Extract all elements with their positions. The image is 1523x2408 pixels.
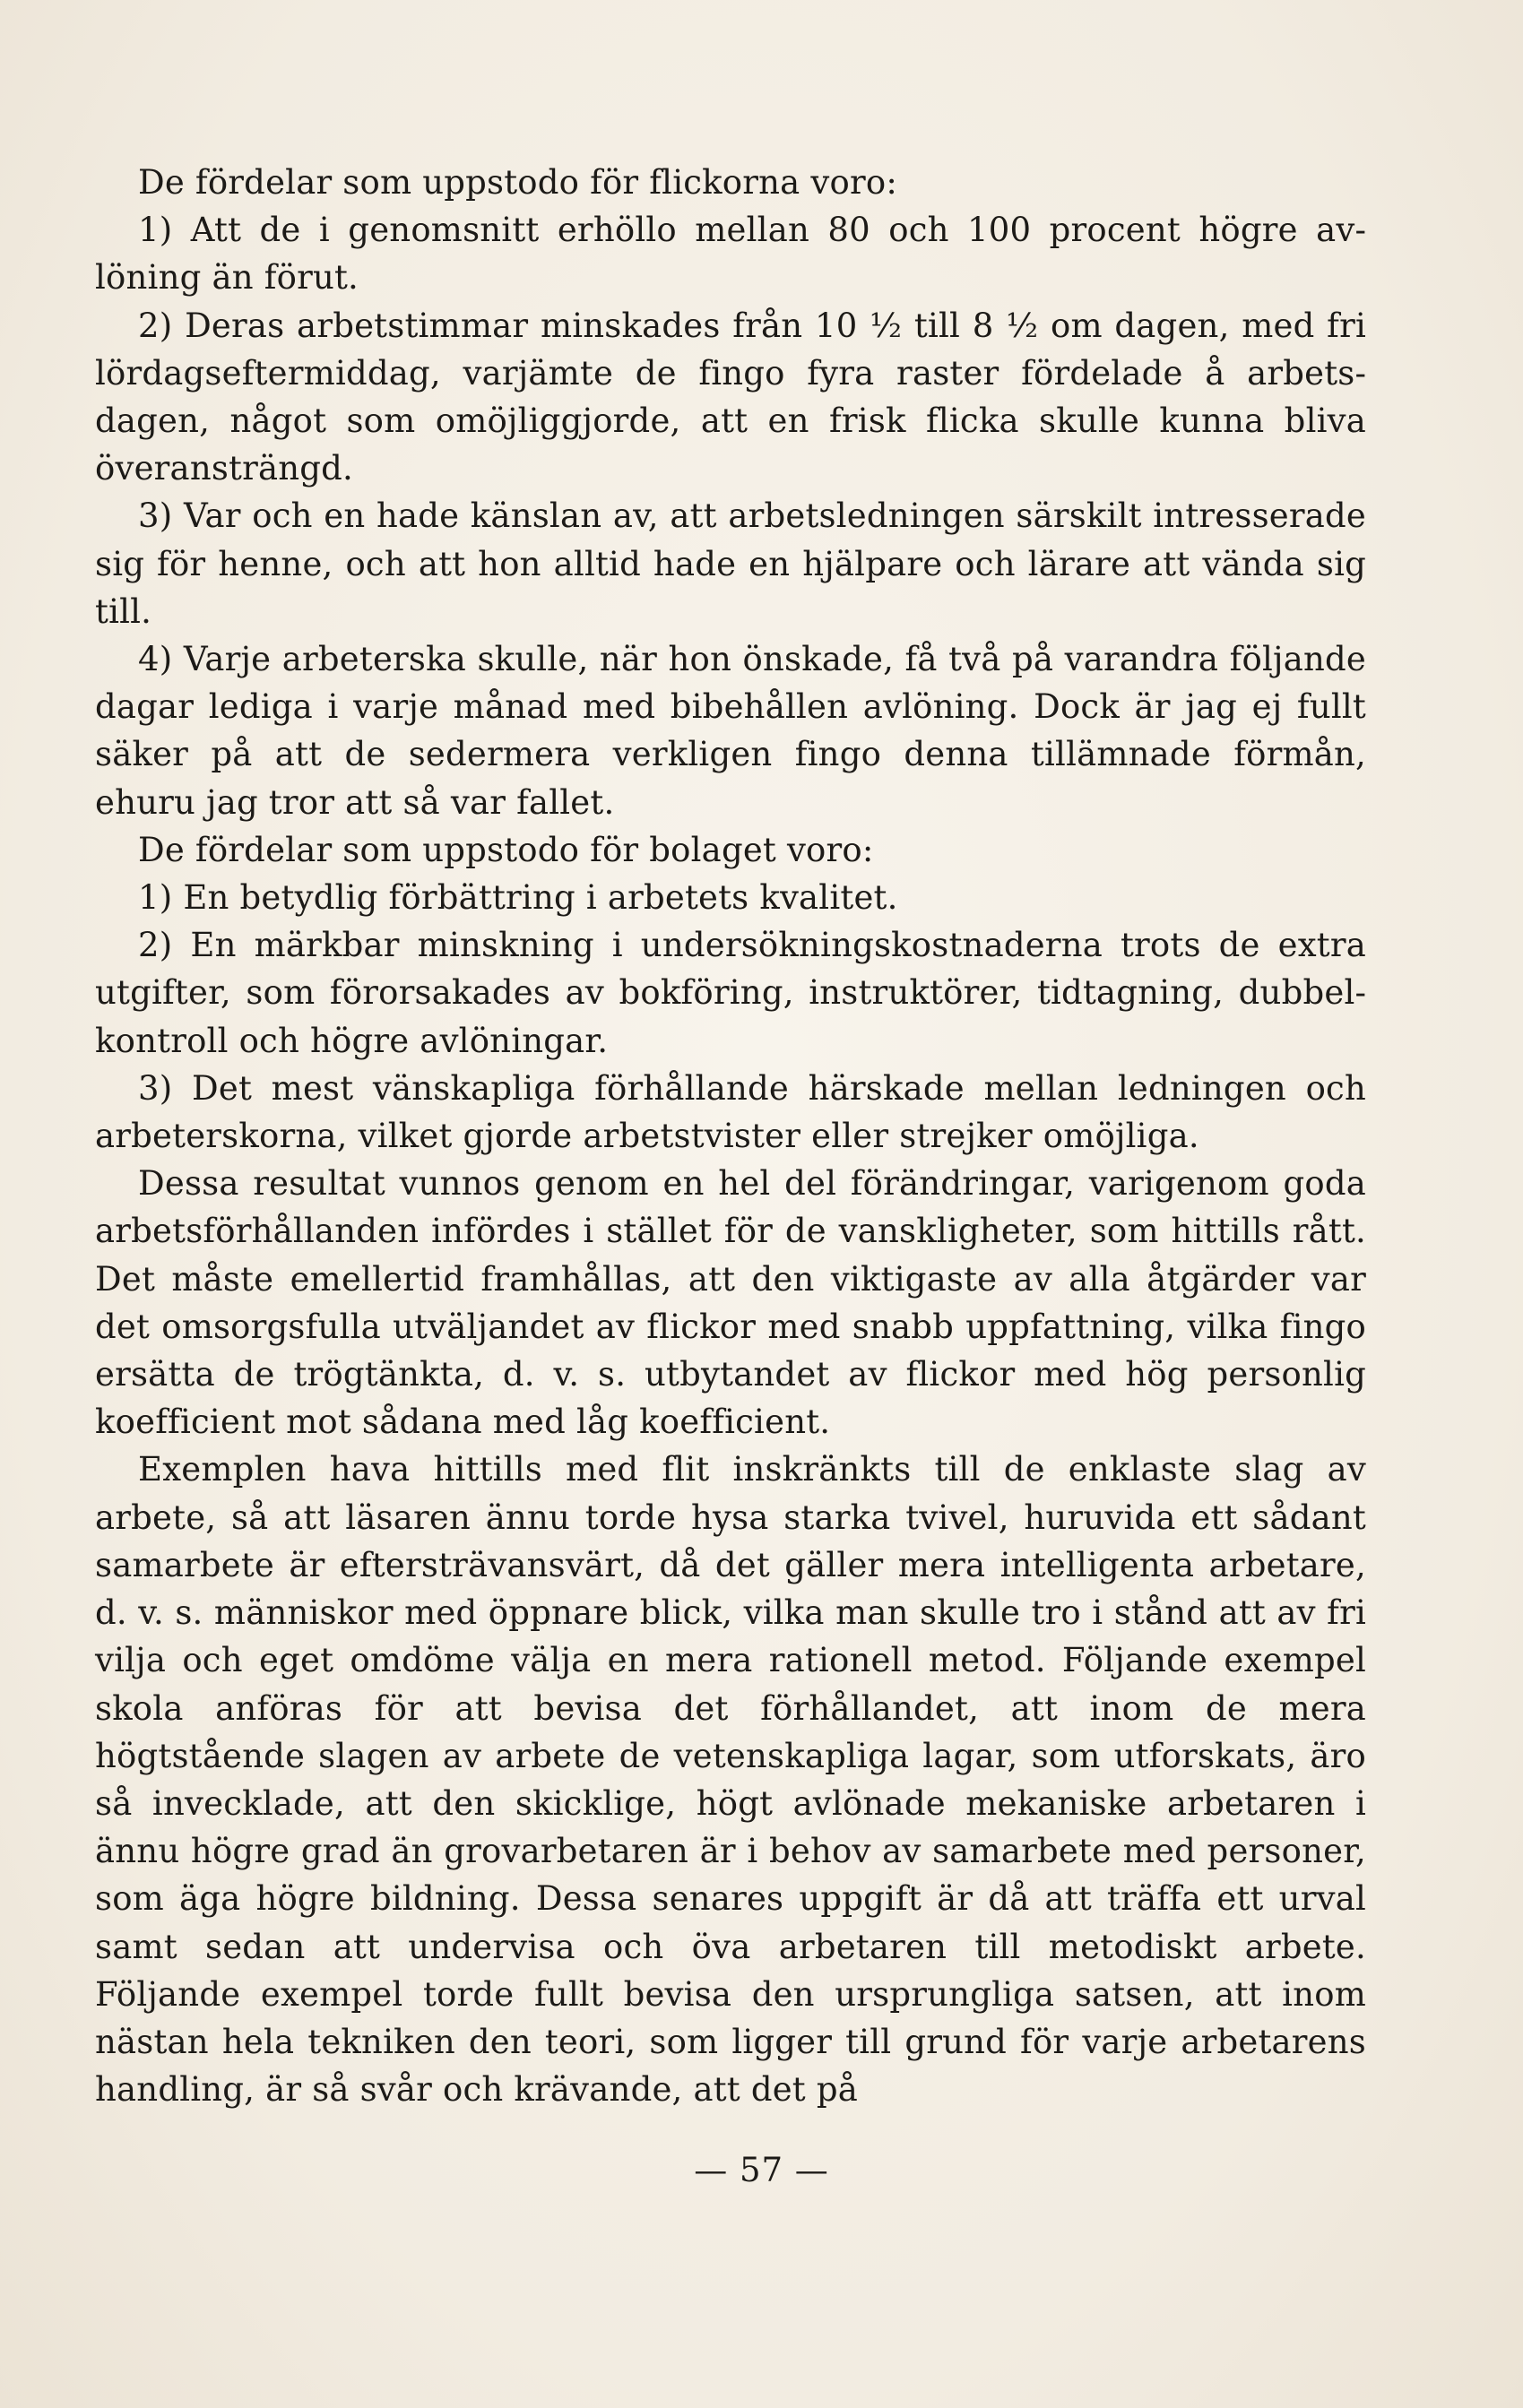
- paragraph-girls-benefit-2: 2) Deras arbetstimmar minskades från 10 ½ till 8 ½ om dagen, med fri lördagseftermiddag, varjämte de fingo fyra raster fördelade å arbetsdagen, något som omöjliggjorde, att en frisk flicka skulle kunna bliva överansträngd.: [95, 306, 1366, 488]
- paragraph-results: Dessa resultat vunnos genom en hel del förändringar, varigenom goda arbetsförhållanden infördes i stället för de vanskligheter, som hittills rått. Det måste emellertid framhållas, att den viktigaste av alla åtgärder var det omsorgsfulla utväljandet av flickor med snabb uppfattning, vilka fingo ersätta de trögtänkta, d. v. s. utbytandet av flickor med hög personlig koefficient mot sådana med låg koefficient.: [95, 1164, 1366, 1442]
- paragraph-girls-benefit-3: 3) Var och en hade känslan av, att arbetsledningen särskilt intresserade sig för henne, och att hon alltid hade en hjälpare och lärare att vända sig till.: [95, 496, 1366, 631]
- paragraph-company-benefit-3: 3) Det mest vänskapliga förhållande härskade mellan ledningen och arbeterskorna, vilket gjorde arbetstvister eller strejker omöjliga.: [95, 1068, 1366, 1156]
- paragraph-company-benefit-1: 1) En betydlig förbättring i arbetets kvalitet.: [138, 878, 898, 918]
- paragraph-company-benefits-heading: De fördelar som uppstodo för bolaget voro:: [138, 830, 874, 869]
- paragraph-girls-benefits-heading: De fördelar som uppstodo för flickorna voro:: [138, 163, 898, 202]
- body-text: [95, 159, 1366, 2113]
- page-number: — 57 —: [694, 2151, 829, 2189]
- paragraph-examples: Exemplen hava hittills med flit inskränkts till de enklaste slag av arbete, så att läsaren ännu torde hysa starka tvivel, huruvida ett sådant samarbete är eftersträvansvärt, då det gäller mera intelligenta arbetare, d. v. s. människor med öppnare blick, vilka man skulle tro i stånd att av fri vilja och eget omdöme välja en mera rationell metod. Följande exempel skola anföras för att bevisa det förhållandet, att inom de mera högtstående slagen av arbete de vetenskapliga lagar, som utforskats, äro så invecklade, att den skicklige, högt avlönade mekaniske arbetaren i ännu högre grad än grovarbetaren är i behov av samarbete med personer, som äga högre bildning. Dessa senares uppgift är då att träffa ett urval samt sedan att undervisa och öva arbetaren till metodiskt arbete. Följande exempel torde fullt bevisa den ursprungliga satsen, att inom nästan hela tekniken den teori, som ligger till grund för varje arbetarens handling, är så svår och krävande, att det på: [95, 1450, 1366, 2110]
- paragraph-girls-benefit-1: 1) Att de i genomsnitt erhöllo mellan 80 och 100 procent högre avlöning än förut.: [95, 211, 1366, 298]
- paragraph-girls-benefit-4: 4) Varje arbeterska skulle, när hon önskade, få två på varandra följande dagar lediga i varje månad med bibehållen avlöning. Dock är jag ej fullt säker på att de sedermera verkligen fingo denna tillämnade förmån, ehuru jag tror att så var fallet.: [95, 640, 1366, 822]
- paragraph-company-benefit-2: 2) En märkbar minskning i undersökningskostnaderna trots de extra utgifter, som förorsakades av bokföring, instruktörer, tidtagning, dubbelkontroll och högre avlöningar.: [95, 926, 1366, 1060]
